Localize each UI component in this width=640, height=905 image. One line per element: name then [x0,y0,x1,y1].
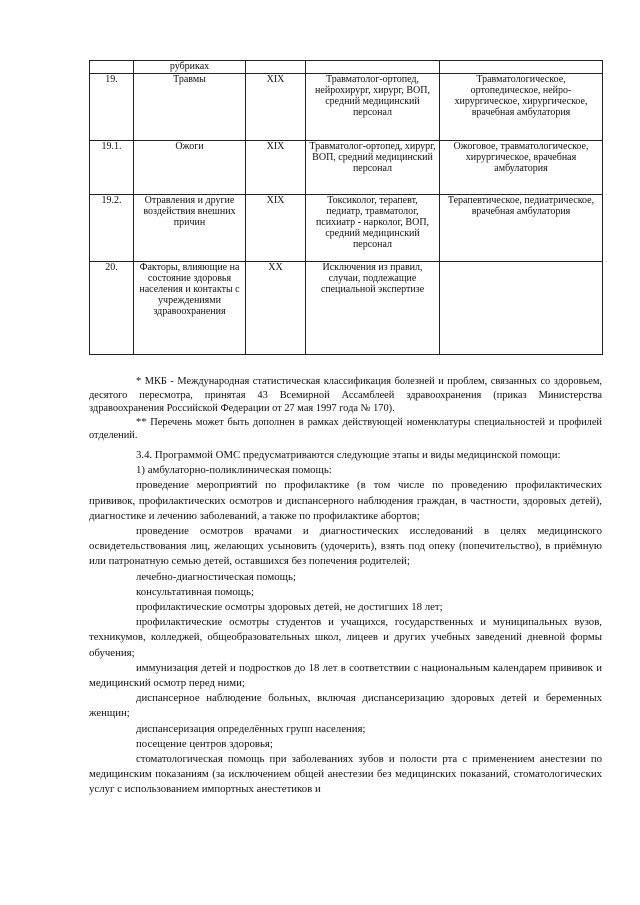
paragraph: диспансерное наблюдение больных, включая диспансеризацию здоровых детей и беременных женщин; [89,692,602,720]
disease-class-name: Травмы [134,74,246,141]
paragraph: лечебно-диагностическая помощь; [136,570,296,583]
paragraph: профилактические осмотры здоровых детей, не достигших 18 лет; [136,601,443,614]
specialists: Травматолог-ортопед, нейрохирург, хирург, ВОП, средний медицинский персонал [306,74,440,141]
disease-classification-table [89,60,603,355]
icd-class: XIX [246,74,306,141]
disease-class-name: Ожоги [134,141,246,195]
department-profile: Терапевтическое, педиатрическое, врачебная амбулатория [440,195,603,262]
table-row [90,74,603,141]
row-number [90,61,134,74]
specialists: Токсиколог, терапевт, педиатр, травматолог, психиатр - нарколог, ВОП, средний медицинский персонал [306,195,440,262]
body-text [89,448,602,798]
table-row [90,141,603,195]
disease-class-name: Отравления и другие воздействия внешних причин [134,195,246,262]
specialists: Исключения из правил, случаи, подлежащие специальной экспертизе [306,262,440,355]
table-footnotes [89,375,602,443]
icd-class: XIX [246,195,306,262]
table-row [90,195,603,262]
department-profile: Ожоговое, травматологическое, хирургическое, врачебная амбулатория [440,141,603,195]
specialists [306,61,440,74]
row-number: 19.1. [90,141,134,195]
paragraph: профилактические осмотры студентов и учащихся, государственных и муниципальных вузов, техникумов, колледжей, общеобразовательных школ, лицеев и других учебных заведений дневной формы обучения; [89,616,602,659]
row-number: 19. [90,74,134,141]
department-profile [440,262,603,355]
footnote-icd: * МКБ - Международная статистическая классификация болезней и проблем, связанных со здоровьем, десятого пересмотра, принятая 43 Всемирной Ассамблеей здравоохранения (приказ Министерства здравоохранения Российской Федерации от 27 мая 1997 года № 170). [89,376,602,414]
icd-class: XIX [246,141,306,195]
paragraph: стоматологическая помощь при заболеваниях зубов и полости рта с применением анестезии по медицинским показаниям (за исключением общей анестезии без медицинских показаний, стоматологических услуг с использованием импортных анестетиков и [89,753,602,796]
disease-class-name: Факторы, влияющие на состояние здоровья населения и контакты с учреждениями здравоохранения [134,262,246,355]
table-row [90,61,603,74]
row-number: 19.2. [90,195,134,262]
table-row [90,262,603,355]
paragraph: 1) амбулаторно-поликлиническая помощь: [136,464,332,477]
disease-class-name: рубриках [134,61,246,74]
paragraph: иммунизация детей и подростков до 18 лет в соответствии с национальным календарем прививок и медицинский осмотр перед ними; [89,661,602,690]
row-number: 20. [90,262,134,355]
specialists: Травматолог-ортопед, хирург, ВОП, средний медицинский персонал [306,141,440,195]
paragraph: проведение мероприятий по профилактике (в том числе по проведению профилактических прививок, профилактических осмотров и диспансерного наблюдения граждан, в частности, здоровых детей), диагностике и лечению заболеваний, а также по профилактике абортов; [89,479,602,522]
paragraph: проведение осмотров врачами и диагностических исследований в целях медицинского освидетельствования лиц, желающих усыновить (удочерить), взять под опеку (попечительство), в приёмную или патронатную семью детей, оставшихся без попечения родителей; [89,525,602,568]
icd-class [246,61,306,74]
paragraph: посещение центров здоровья; [136,737,273,750]
paragraph: диспансеризация определённых групп населения; [136,722,366,735]
footnote-list: ** Перечень может быть дополнен в рамках действующей номенклатуры специальностей и профилей отделений. [89,416,602,441]
section-heading: 3.4. Программой ОМС предусматриваются следующие этапы и виды медицинской помощи: [136,449,561,461]
icd-class: XX [246,262,306,355]
paragraph: консультативная помощь; [136,585,254,598]
department-profile [440,61,603,74]
department-profile: Травматологическое, ортопедическое, нейро-хирургическое, хирургическое, врачебная амбулатория [440,74,603,141]
